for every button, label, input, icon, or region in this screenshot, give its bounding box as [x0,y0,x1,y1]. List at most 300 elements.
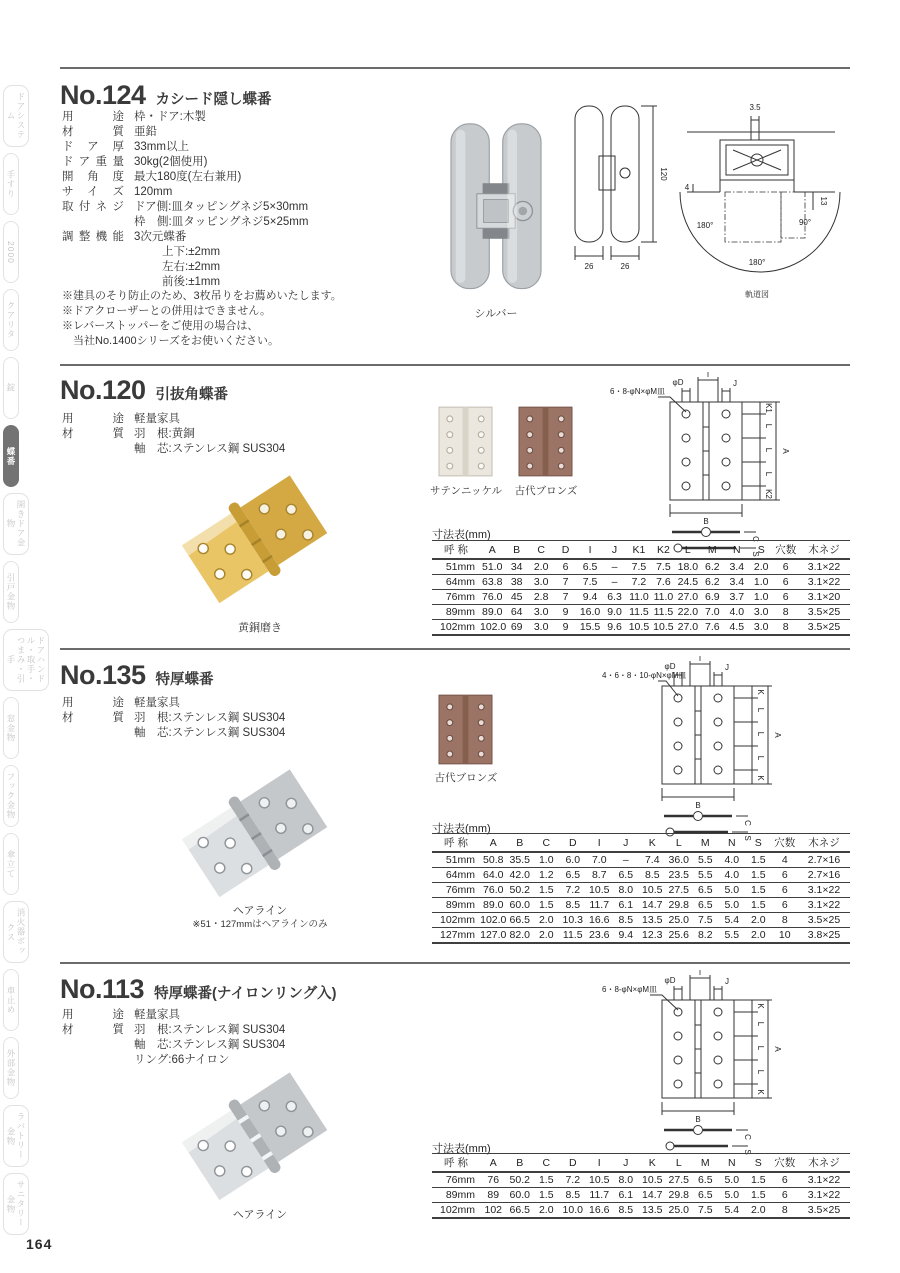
dim-phiD: φD [672,378,684,387]
table-cell: 1.5 [533,1172,560,1188]
sidebar-category-tab[interactable]: ドアハンドル・取手・つまみ・引手 [3,629,49,691]
table-cell: – [613,852,640,868]
note-line: 当社No.1400シリーズをお使いください。 [62,335,280,347]
dim-L: L [756,731,765,737]
table-cell: 64 [504,605,528,620]
column-header: D [553,541,577,560]
dimension-drawing-no120 [608,372,808,557]
product-title: カシード隠し蝶番 [155,92,272,108]
table-cell: 10.0 [560,1203,587,1219]
swatch-pin [463,407,469,476]
table-cell: 24.5 [676,575,700,590]
spec-row [62,427,285,442]
table-cell: 2.0 [533,928,560,944]
table-cell: 3.5×25 [798,913,850,928]
table-cell: 4.0 [719,852,746,868]
table-cell: 7.5 [651,559,675,575]
dim-K-top: K [756,1003,765,1009]
table-cell: 76 [480,1172,507,1188]
sidebar-category-tab[interactable]: 消火器ボックス [3,901,29,963]
table-cell: 14.7 [639,1188,666,1203]
table-cell: 8 [772,913,799,928]
spec-row [62,1038,285,1053]
table-row [432,605,850,620]
dim-L: L [756,755,765,761]
table-row [432,913,850,928]
spec-row [62,726,285,741]
screw-note: 6・8-φN×φM皿 [602,985,658,994]
table-cell: 25.0 [666,1203,693,1219]
column-header: C [533,1154,560,1173]
table-row [432,852,850,868]
table-cell: 2.0 [745,1203,772,1219]
table-cell: 11.5 [560,928,587,944]
dim-L: L [756,1045,765,1051]
spec-row [62,200,308,215]
column-header: A [480,541,504,560]
table-cell: 7.4 [639,852,666,868]
table-cell: 76mm [432,1172,480,1188]
table-cell: 10.3 [560,913,587,928]
product-heading-no124 [60,80,272,111]
table-cell: 13.5 [639,913,666,928]
dim-L: L [756,1021,765,1027]
table-cell: 11.7 [586,898,613,913]
table-cell: 10 [772,928,799,944]
dim-B: B [695,801,701,810]
spec-row [62,1023,285,1038]
table-cell: 14.7 [639,898,666,913]
section-divider [60,648,850,650]
sidebar-category-tab[interactable]: 窓金物 [3,697,19,759]
table-cell: 7.5 [578,575,602,590]
table-cell: 2.8 [529,590,553,605]
table-row [432,883,850,898]
table-row [432,590,850,605]
table-cell: – [602,575,626,590]
sidebar-category-tab[interactable]: フック金物 [3,765,19,827]
spec-value: 軽量家具 [134,697,180,709]
spec-list [62,110,308,290]
dim-J: J [725,663,729,672]
swatch-antique-bronze [438,694,493,765]
spec-list [62,412,285,457]
table-cell: 18.0 [676,559,700,575]
swatch-caption: 古代ブロンズ [514,485,578,497]
table-cell: 7.0 [700,605,724,620]
table-cell: 6 [773,575,798,590]
table-cell: 25.0 [666,913,693,928]
sidebar-category-tab[interactable]: ラバトリー金物 [3,1105,29,1167]
table-cell: 38 [504,575,528,590]
table-cell: 127mm [432,928,480,944]
sheen [456,130,466,283]
drawing-holes [682,410,730,490]
spec-value: 亜鉛 [134,126,157,138]
table-cell: 8 [773,605,798,620]
table-cell: 15.5 [578,620,602,636]
sidebar-category-tab[interactable]: 外部金物 [3,1037,19,1099]
sidebar-category-tab[interactable]: サニタリー金物 [3,1173,29,1235]
table-cell: 89.0 [480,898,507,913]
table-cell: 27.5 [666,883,693,898]
table-cell: 1.5 [533,883,560,898]
dimension-table-no120 [432,540,850,636]
table-row [432,559,850,575]
spec-value: 前後:±1mm [162,276,221,288]
dimension-drawing-no113 [600,970,800,1155]
swatch-satin-nickel [438,406,493,477]
table-cell: 8.2 [692,928,719,944]
table-cell: 51.0 [480,559,504,575]
column-header: N [719,1154,746,1173]
table-row [432,575,850,590]
sidebar-category-tab[interactable]: 引戸金物 [3,561,19,623]
table-cell: 4.5 [725,620,749,636]
table-cell: 10.5 [586,1172,613,1188]
product-photo-stainless-hinge-nylon [178,1055,340,1207]
product-number: No.135 [60,660,146,690]
column-header: S [745,1154,772,1173]
dim-S: S [743,835,752,841]
table-cell: 6.3 [602,590,626,605]
table-cell: 8.5 [560,1188,587,1203]
dim-L: L [756,707,765,713]
table-cell: 3.0 [529,575,553,590]
table-cell: 102.0 [480,621,507,633]
table-cell: 69 [504,620,528,636]
spec-value: 羽 根:黄銅 [134,428,195,440]
sidebar-category-tab[interactable]: 手すり [3,153,19,215]
table-cell: 25.6 [666,928,693,944]
technical-drawing-no124 [565,92,850,314]
spec-row [62,215,308,230]
dim-J: J [733,379,737,388]
dim-L: L [764,471,773,477]
diagram-caption: 軌道図 [745,290,769,299]
table-cell: 9.4 [578,590,602,605]
spec-row [62,711,285,726]
screw-note: 4・6・8・10-φN×φM皿 [602,671,687,680]
spec-label: 材質 [62,1024,124,1036]
table-cell: 10.5 [651,620,675,636]
table-cell: 10.5 [639,883,666,898]
table-cell: 8.5 [613,1203,640,1219]
deg-label-180-left: 180° [696,221,714,230]
dim-I: I [698,656,702,663]
table-cell: 13.5 [639,1203,666,1219]
screw-section [751,120,759,140]
table-cell: 6.9 [700,590,724,605]
spec-value: リング:66ナイロン [134,1054,230,1066]
table-cell: 11.0 [651,590,675,605]
table-cell: 2.0 [745,928,772,944]
column-header: 木ネジ [798,541,850,560]
table-cell: 1.0 [749,590,773,605]
mech-outline [599,156,615,190]
table-cell: – [602,559,626,575]
column-header: I [586,834,613,853]
table-cell: 3.4 [725,575,749,590]
table-cell: 2.0 [745,913,772,928]
table-cell: 6 [773,559,798,575]
product-heading-no113 [60,974,336,1005]
spec-label: 調整機能 [62,231,124,243]
column-header: K1 [627,541,651,560]
spec-value: 羽 根:ステンレス鋼 SUS304 [134,1024,286,1036]
table-cell: 89mm [432,1188,480,1203]
table-cell: 42.0 [507,868,534,883]
swatch-caption: サテンニッケル [429,485,503,497]
spec-row [62,412,285,427]
sidebar-category-tab[interactable]: 蝶番 [3,425,19,487]
dim-C: C [743,1134,752,1140]
table-cell: 76mm [432,590,480,605]
column-header: 呼 称 [432,541,480,560]
category-sidebar [3,85,46,1241]
table-cell: 1.5 [533,1188,560,1203]
sidebar-category-tab[interactable]: 開きドア金物 [3,493,29,555]
table-cell: 7 [553,590,577,605]
column-header: N [719,834,746,853]
top-rule [60,67,850,69]
column-header: K2 [651,541,675,560]
photo-caption: ヘアライン [232,1209,288,1221]
sidebar-category-tab[interactable]: 2000 [3,221,19,283]
dim-K-top: K1 [764,403,773,413]
table-cell: 6 [772,883,799,898]
screw-note: 6・8-φN×φM皿 [610,387,666,396]
table-cell: 6 [773,590,798,605]
product-photo-brass-hinge [178,452,340,616]
table-cell: 89mm [432,898,480,913]
photo-caption: ヘアライン [232,905,288,917]
table-cell: 3.0 [749,620,773,636]
spec-label: サイズ [62,186,124,198]
spec-value: ドア側:皿タッピングネジ5×30mm [134,201,309,213]
table-row [432,898,850,913]
table-row [432,1172,850,1188]
table-cell: 8.5 [560,898,587,913]
table-cell: 7.2 [627,575,651,590]
table-cell: 10.5 [627,620,651,636]
table-cell: 5.0 [719,883,746,898]
dim-label-26: 26 [584,262,594,271]
dim-S: S [743,1149,752,1155]
table-cell: 3.1×22 [798,575,850,590]
table-cell: 4.0 [725,605,749,620]
table-cell: 6.5 [578,559,602,575]
table-title: 寸法表(mm) [432,823,491,835]
table-cell: 23.5 [666,868,693,883]
dim-A: A [781,448,790,454]
sidebar-category-tab[interactable]: 傘立て [3,833,19,895]
spec-value: 枠・ドア:木製 [134,111,206,123]
table-cell: 8.0 [613,883,640,898]
table-cell: 3.1×22 [798,1188,850,1203]
table-cell: 9.6 [602,620,626,636]
table-cell: 9.0 [602,605,626,620]
spec-label: 材質 [62,712,124,724]
spec-value: 左右:±2mm [162,261,221,273]
table-cell: 1.5 [745,883,772,898]
table-row [432,1188,850,1203]
dim-label-26: 26 [620,262,630,271]
column-header: C [529,541,553,560]
spec-row [62,230,308,245]
column-header: I [586,1154,613,1173]
spec-row [62,170,308,185]
spec-value: 羽 根:ステンレス鋼 SUS304 [134,712,286,724]
spec-value: 30kg(2個使用) [134,156,208,168]
table-cell: 6.5 [692,1172,719,1188]
dim-B: B [695,1115,701,1124]
table-cell: 66.5 [507,913,534,928]
spec-value: 最大180度(左右兼用) [134,171,242,183]
table-cell: 7.5 [692,1203,719,1219]
table-cell: 3.0 [529,605,553,620]
column-header: 呼 称 [432,834,480,853]
deg-label-90: 90° [798,218,812,227]
table-cell: 11.5 [627,605,651,620]
spec-label: 材質 [62,126,124,138]
table-cell: 8.5 [639,868,666,883]
deg-label-180-bottom: 180° [748,258,766,267]
table-cell: 1.5 [745,898,772,913]
dim-J: J [725,977,729,986]
spec-value: 120mm [134,186,173,198]
table-cell: 16.0 [578,605,602,620]
table-cell: 5.5 [692,868,719,883]
dim-B: B [703,517,709,526]
sheen [507,130,517,283]
dim-S: S [751,551,760,557]
dim-label-3_5: 3.5 [749,103,761,112]
table-cell: 7.6 [700,620,724,636]
adjust-screw-center [519,207,528,216]
table-cell: 12.3 [639,928,666,944]
table-cell: 127.0 [480,929,507,941]
column-header: C [533,834,560,853]
spec-value: 3次元蝶番 [134,231,187,243]
table-cell: 102mm [432,1203,480,1219]
dim-K-bottom: K2 [764,489,773,499]
table-cell: 10.5 [586,883,613,898]
column-header: 穴数 [772,1154,799,1173]
table-cell: 5.4 [719,913,746,928]
product-title: 引抜角蝶番 [155,387,229,403]
photo-note: ※51・127mmはヘアラインのみ [192,919,328,930]
dim-K-top: K [756,689,765,695]
table-cell: 6 [772,1172,799,1188]
sidebar-category-tab[interactable]: 車止め [3,969,19,1031]
column-header: L [666,1154,693,1173]
table-cell: 8.7 [586,868,613,883]
table-cell: 102 [480,1203,507,1219]
table-cell: 9 [553,605,577,620]
sidebar-category-tab[interactable]: 錠 [3,357,19,419]
table-cell: 1.5 [745,852,772,868]
table-cell: 3.1×22 [798,898,850,913]
table-cell: 6.5 [692,1188,719,1203]
table-cell: 1.5 [745,868,772,883]
table-cell: 3.5×25 [798,1203,850,1219]
sidebar-category-tab[interactable]: ドアシステム [3,85,29,147]
table-cell: 1.0 [749,575,773,590]
table-cell: 64mm [432,575,480,590]
column-header: J [613,834,640,853]
table-row [432,928,850,944]
spec-row [62,185,308,200]
table-cell: 5.5 [692,852,719,868]
photo-caption: 黄銅磨き [238,622,282,634]
column-header: 木ネジ [798,834,850,853]
sidebar-category-tab[interactable]: クアリタ [3,289,19,351]
table-cell: 2.7×16 [798,868,850,883]
note-line: ※建具のそり防止のため、3枚吊りをお薦めいたします。 [62,290,342,302]
table-cell: 3.0 [749,605,773,620]
table-cell: 60.0 [507,898,534,913]
note-list [62,289,342,349]
spec-row [62,260,308,275]
table-cell: 2.7×16 [798,852,850,868]
table-cell: 9.4 [613,928,640,944]
table-cell: 16.6 [586,1203,613,1219]
column-header: 穴数 [772,834,799,853]
table-cell: 76mm [432,883,480,898]
spec-row [62,155,308,170]
column-header: S [749,541,773,560]
spec-value: 枠 側:皿タッピングネジ5×25mm [134,216,309,228]
table-cell: 51mm [432,559,480,575]
section-divider [60,364,850,366]
column-header: A [480,834,507,853]
table-cell: 64mm [432,868,480,883]
table-cell: 64.0 [480,868,507,883]
table-cell: 50.2 [507,1172,534,1188]
dim-L: L [764,423,773,429]
table-title: 寸法表(mm) [432,529,491,541]
product-title: 特厚蝶番 [155,672,214,688]
door-position-90 [781,192,805,238]
table-cell: 6.1 [613,898,640,913]
column-header: M [692,834,719,853]
table-cell: 2.0 [749,559,773,575]
column-header: L [666,834,693,853]
table-cell: 89.0 [480,605,504,620]
table-cell: 45 [504,590,528,605]
screw-outline [620,168,630,178]
dim-L: L [764,447,773,453]
spec-label: 開角度 [62,171,124,183]
table-cell: 6 [553,559,577,575]
dimension-drawing-no135 [600,656,800,841]
table-cell: 1.5 [745,1188,772,1203]
table-cell: 5.5 [719,928,746,944]
table-row [432,1203,850,1219]
swatch-antique-bronze [518,406,573,477]
column-header: M [692,1154,719,1173]
table-cell: 7 [553,575,577,590]
table-cell: 82.0 [507,928,534,944]
swatch-pin [463,695,469,764]
table-cell: 76.0 [480,883,507,898]
spec-label: 用途 [62,413,124,425]
column-header: J [613,1154,640,1173]
table-cell: 66.5 [507,1203,534,1219]
spec-label: 取付ネジ [62,201,124,213]
table-cell: 6 [772,868,799,883]
